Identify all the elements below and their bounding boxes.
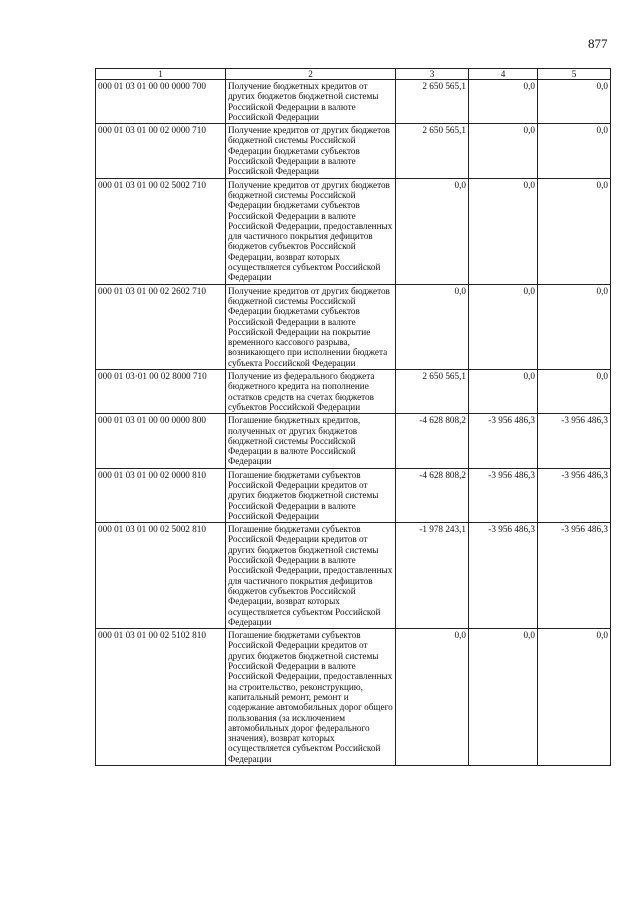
value-cell-3: -1 978 243,1 (396, 523, 469, 629)
table-header-row (96, 69, 611, 80)
table-row (96, 178, 611, 284)
description-cell: Получение кредитов от других бюджетов бюджетной системы Российской Федерации бюджетами субъектов Российской Федерации в валюте Российской Федерации (226, 124, 396, 178)
budget-code-cell: 000 01 03 01 00 02 5002 710 (96, 178, 226, 284)
budget-code-cell: 000 01 03 01 00 02 0000 810 (96, 468, 226, 522)
value-cell-4: 0,0 (469, 284, 538, 369)
description-cell: Получение бюджетных кредитов от других бюджетов бюджетной системы Российской Федерации в валюте Российской Федерации (226, 80, 396, 124)
table-row (96, 468, 611, 522)
budget-code-cell: 000 01 03 01 00 02 5102 810 (96, 629, 226, 766)
table-row (96, 124, 611, 178)
budget-code-cell: 000 01 03 01 00 00 0000 800 (96, 414, 226, 468)
budget-code-cell: 000 01 03 01 00 02 2602 710 (96, 284, 226, 369)
table-row (96, 80, 611, 124)
value-cell-5: -3 956 486,3 (538, 468, 611, 522)
value-cell-4: -3 956 486,3 (469, 414, 538, 468)
column-header: 5 (538, 69, 611, 80)
value-cell-4: 0,0 (469, 370, 538, 414)
table-row (96, 414, 611, 468)
description-cell: Получение кредитов от других бюджетов бюджетной системы Российской Федерации бюджетами субъектов Российской Федерации в валюте Российской Федерации на покрытие временного кассового разрыва, возникающего при исполнении бюджета субъекта Российской Федерации (226, 284, 396, 369)
value-cell-4: 0,0 (469, 178, 538, 284)
description-cell: Получение из федерального бюджета бюджетного кредита на пополнение остатков средств на счетах бюджетов субъектов Российской Федерации (226, 370, 396, 414)
page-number: 877 (588, 36, 608, 51)
value-cell-5: -3 956 486,3 (538, 414, 611, 468)
budget-table (95, 68, 611, 766)
column-header: 3 (396, 69, 469, 80)
value-cell-3: 2 650 565,1 (396, 80, 469, 124)
value-cell-5: -3 956 486,3 (538, 523, 611, 629)
value-cell-3: -4 628 808,2 (396, 468, 469, 522)
description-cell: Получение кредитов от других бюджетов бюджетной системы Российской Федерации бюджетами субъектов Российской Федерации в валюте Российской Федерации, предоставленных для частичного покрытия дефицитов бюджетов субъектов Российской Федерации, возврат которых осуществляется субъектом Российской Федерации (226, 178, 396, 284)
column-header: 1 (96, 69, 226, 80)
description-cell: Погашение бюджетами субъектов Российской Федерации кредитов от других бюджетов бюджетной системы Российской Федерации в валюте Российской Федерации, предоставленных на строительство, реконструкцию, капитальный ремонт, ремонт и содержание автомобильных дорог общего пользования (за исключением автомобильных дорог федерального значения), возврат которых осуществляется субъектом Российской Федерации (226, 629, 396, 766)
description-cell: Погашение бюджетами субъектов Российской Федерации кредитов от других бюджетов бюджетной системы Российской Федерации в валюте Российской Федерации (226, 468, 396, 522)
value-cell-4: -3 956 486,3 (469, 468, 538, 522)
description-cell: Погашение бюджетами субъектов Российской Федерации кредитов от других бюджетов бюджетной системы Российской Федерации в валюте Российской Федерации, предоставленных для частичного покрытия дефицитов бюджетов субъектов Российской Федерации, возврат которых осуществляется субъектом Российской Федерации (226, 523, 396, 629)
value-cell-4: 0,0 (469, 629, 538, 766)
column-header: 2 (226, 69, 396, 80)
value-cell-5: 0,0 (538, 178, 611, 284)
value-cell-3: -4 628 808,2 (396, 414, 469, 468)
column-header: 4 (469, 69, 538, 80)
value-cell-3: 0,0 (396, 629, 469, 766)
value-cell-5: 0,0 (538, 284, 611, 369)
table-row (96, 284, 611, 369)
budget-code-cell: 000 01 03·01 00 02 8000 710 (96, 370, 226, 414)
budget-code-cell: 000 01 03 01 00 00 0000 700 (96, 80, 226, 124)
value-cell-4: 0,0 (469, 80, 538, 124)
value-cell-4: 0,0 (469, 124, 538, 178)
value-cell-3: 2 650 565,1 (396, 370, 469, 414)
table-row (96, 523, 611, 629)
value-cell-3: 0,0 (396, 284, 469, 369)
value-cell-5: 0,0 (538, 370, 611, 414)
value-cell-3: 2 650 565,1 (396, 124, 469, 178)
description-cell: Погашение бюджетных кредитов, полученных от других бюджетов бюджетной системы Российской Федерации в валюте Российской Федерации (226, 414, 396, 468)
table-row (96, 629, 611, 766)
value-cell-5: 0,0 (538, 629, 611, 766)
value-cell-5: 0,0 (538, 80, 611, 124)
value-cell-4: -3 956 486,3 (469, 523, 538, 629)
budget-code-cell: 000 01 03 01 00 02 0000 710 (96, 124, 226, 178)
value-cell-3: 0,0 (396, 178, 469, 284)
value-cell-5: 0,0 (538, 124, 611, 178)
budget-code-cell: 000 01 03 01 00 02 5002 810 (96, 523, 226, 629)
table-row (96, 370, 611, 414)
